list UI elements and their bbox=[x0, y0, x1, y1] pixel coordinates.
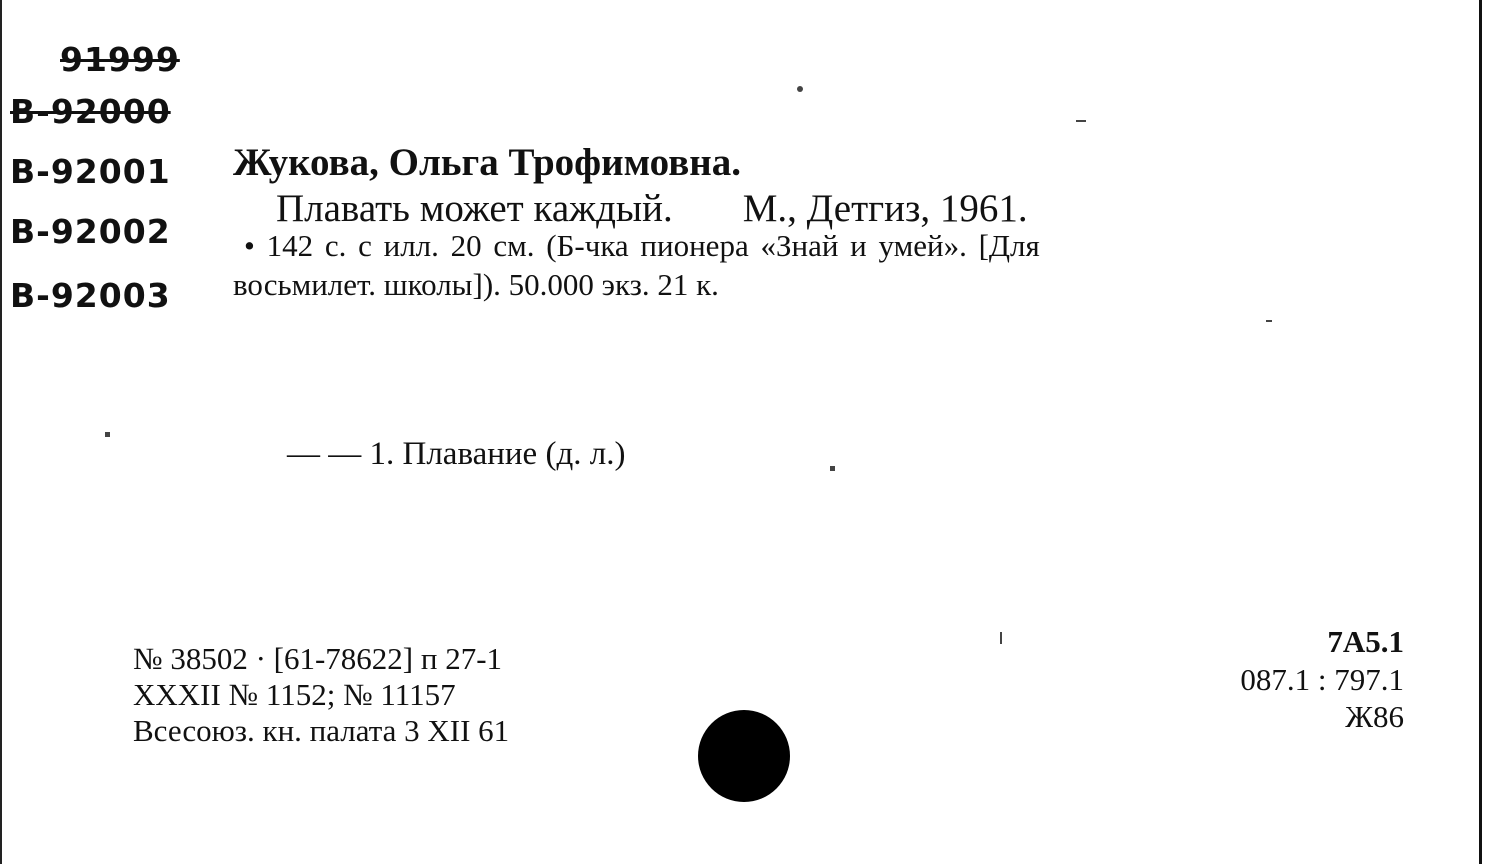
title-line bbox=[276, 186, 1028, 231]
imprint: М., Детгиз, 1961. bbox=[742, 187, 1028, 230]
ink-speck bbox=[105, 432, 110, 437]
physical-description: • 142 с. с илл. 20 см. (Б-чка пионера «Знай и умей». [Для bbox=[244, 228, 1040, 263]
inventory-number: В-92002 bbox=[10, 212, 171, 251]
inventory-number: В-92003 bbox=[10, 276, 171, 315]
publisher-chamber: Всесоюз. кн. палата 3 XII 61 bbox=[133, 713, 510, 748]
card-right-edge bbox=[1479, 0, 1482, 864]
registration-number: № 38502 · [61-78622] п 27-1 bbox=[133, 641, 503, 676]
classification-index: 7А5.1 bbox=[1327, 624, 1404, 659]
udc-index: 087.1 : 797.1 bbox=[1240, 662, 1404, 697]
ink-speck bbox=[830, 466, 835, 471]
series-note: восьмилет. школы]). 50.000 экз. 21 к. bbox=[233, 267, 719, 302]
ink-speck bbox=[1000, 632, 1002, 644]
ink-speck bbox=[1076, 120, 1086, 122]
author-heading: Жукова, Ольга Трофимовна. bbox=[233, 141, 741, 184]
ink-speck bbox=[797, 86, 803, 92]
card-left-edge bbox=[0, 0, 2, 864]
inventory-number-struck: 91999 bbox=[60, 40, 180, 79]
book-title: Плавать может каждый. bbox=[276, 187, 673, 230]
punch-hole bbox=[698, 710, 790, 802]
catalog-reference: XXXII № 1152; № 11157 bbox=[133, 677, 456, 712]
inventory-number-struck: В-92000 bbox=[10, 92, 171, 131]
inventory-number: В-92001 bbox=[10, 152, 171, 191]
author-mark: Ж86 bbox=[1345, 699, 1404, 734]
ink-speck bbox=[1266, 320, 1272, 322]
subject-heading: — — 1. Плавание (д. л.) bbox=[287, 436, 626, 472]
